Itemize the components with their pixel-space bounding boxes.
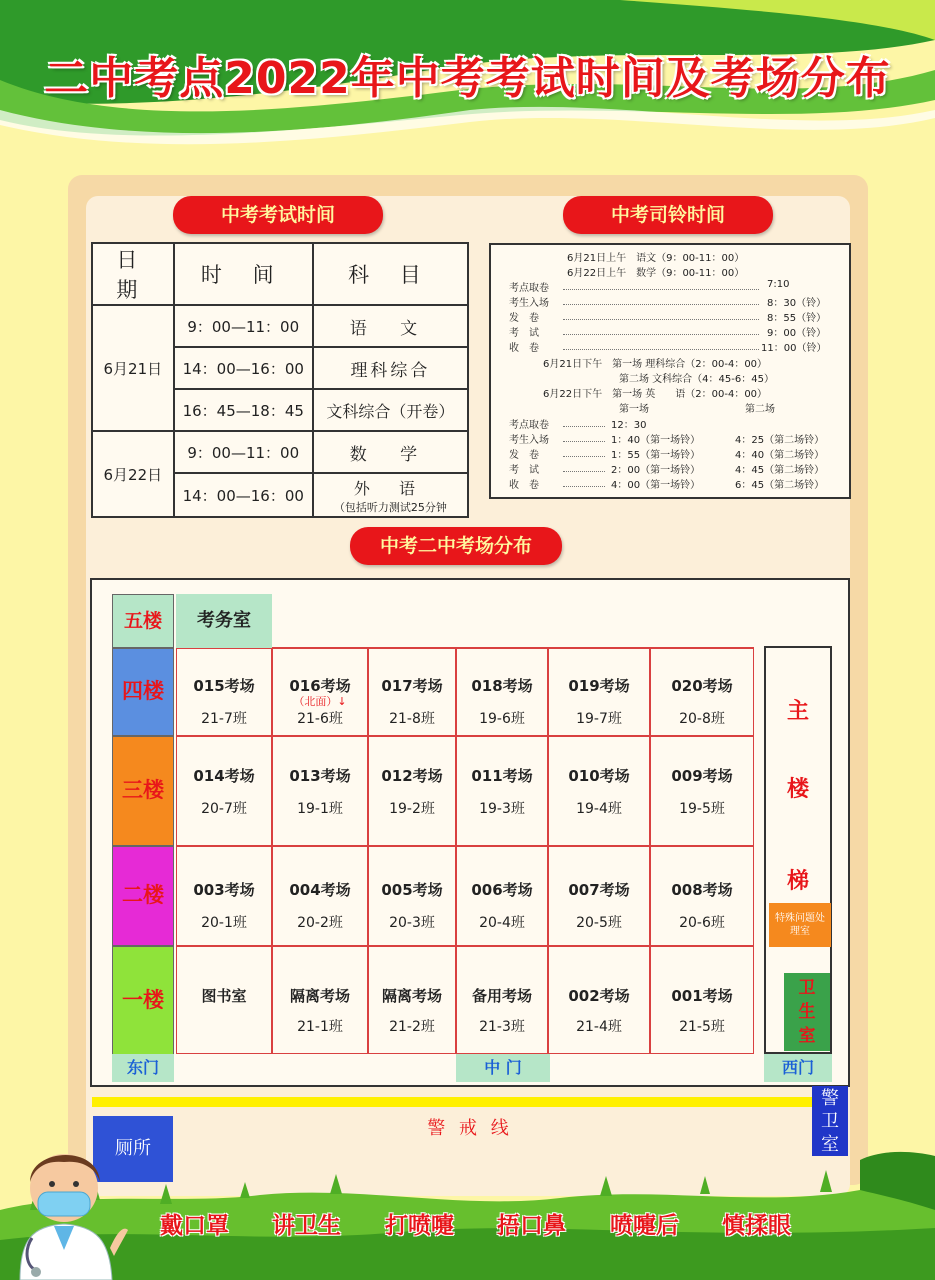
date-cell: 6月22日 [92, 431, 174, 517]
bell-label: 考 试 [509, 465, 539, 476]
floor-label-2: 二楼 [112, 846, 174, 946]
room-class: 19-1班 [297, 801, 343, 817]
room-class: 21-6班 [297, 711, 343, 727]
time-cell: 14：00—16：00 [174, 473, 313, 517]
floor-label-5: 五楼 [112, 594, 174, 648]
room-class: 20-6班 [679, 915, 725, 931]
bell-time: 8：30（铃） [767, 298, 827, 309]
special-issues-room: 特殊问题处理室 [769, 903, 831, 947]
cordon-line [92, 1097, 814, 1107]
exam-room [176, 648, 272, 736]
room-name: 001考场 [671, 987, 733, 1005]
library-room [176, 946, 272, 1054]
subject-cell: 文科综合（开卷） [313, 389, 468, 431]
floor-label-1: 一楼 [112, 946, 174, 1056]
room-class: 20-2班 [297, 915, 343, 931]
exam-room [650, 736, 754, 846]
room-class: 19-6班 [479, 711, 525, 727]
slogan: 打喷嚏 [385, 1213, 454, 1239]
header-time: 时 间 [174, 243, 313, 305]
bell-col-first: 第一场 [619, 404, 649, 415]
time-cell: 9：00—11：00 [174, 431, 313, 473]
time-cell: 9：00—11：00 [174, 305, 313, 347]
exam-room [368, 648, 456, 736]
bell-label: 发 卷 [509, 450, 539, 461]
bell-label: 考生入场 [509, 298, 549, 309]
stairs-char: 主 [786, 699, 809, 724]
bell-time: 7:10 [767, 279, 790, 290]
bell-label: 考点取卷 [509, 420, 549, 431]
room-class: 19-4班 [576, 801, 622, 817]
room-name: 隔离考场 [381, 987, 442, 1005]
middle-gate: 中 门 [456, 1054, 550, 1082]
subject-cell [313, 473, 468, 517]
room-name: 010考场 [568, 767, 630, 785]
bell-schedule-box [489, 243, 851, 499]
header-date: 日 期 [92, 243, 174, 305]
room-name: 015考场 [193, 677, 255, 695]
room-name: 图书室 [201, 987, 247, 1005]
page-title: 二中考点2022年中考考试时间及考场分布 [44, 53, 891, 104]
room-note: （北面）↓ [293, 695, 347, 708]
bell-col-second: 第二场 [745, 404, 775, 415]
room-name: 隔离考场 [289, 987, 350, 1005]
bell-time: 9：00（铃） [767, 328, 827, 339]
bell-label: 收 卷 [509, 343, 539, 354]
room-name: 018考场 [471, 677, 533, 695]
stairs-char: 梯 [786, 869, 809, 894]
bell-time: 4：40（第二场铃） [735, 450, 825, 461]
bell-time: 1：40（第一场铃） [611, 435, 701, 446]
clinic-room: 卫生室 [784, 973, 830, 1051]
subject-note: （包括听力测试25分钟 [333, 500, 447, 514]
room-name: 016考场 [289, 677, 351, 695]
grass-footer [0, 1150, 935, 1280]
bell-time: 6：45（第二场铃） [735, 480, 825, 491]
bell-label: 考点取卷 [509, 283, 549, 294]
slogan: 戴口罩 [160, 1213, 229, 1239]
room-name: 006考场 [471, 881, 533, 899]
bell-am-line: 6月22日上午 数学（9：00-11：00） [567, 268, 745, 279]
bell-pm-line: 6月22日下午 第一场 英 语（2：00-4：00） [543, 389, 768, 400]
room-name: 019考场 [568, 677, 630, 695]
room-class: 20-5班 [576, 915, 622, 931]
room-name: 002考场 [568, 987, 630, 1005]
room-name: 004考场 [289, 881, 351, 899]
slogan: 讲卫生 [272, 1213, 341, 1239]
exam-room [548, 648, 650, 736]
guard-room: 警卫室 [812, 1086, 848, 1156]
room-class: 21-5班 [679, 1019, 725, 1035]
room-name: 012考场 [381, 767, 443, 785]
room-class: 21-1班 [297, 1019, 343, 1035]
dot-leader [563, 456, 605, 457]
bell-time: 2：00（第一场铃） [611, 465, 701, 476]
floor-label-4: 四楼 [112, 648, 174, 736]
dot-leader [563, 471, 605, 472]
exam-room [456, 736, 548, 846]
date-cell: 6月21日 [92, 305, 174, 431]
subject-cell: 数 学 [313, 431, 468, 473]
room-class: 20-8班 [679, 711, 725, 727]
exam-room [368, 846, 456, 946]
room-class: 20-3班 [389, 915, 435, 931]
room-name: 017考场 [381, 677, 443, 695]
exam-room [548, 846, 650, 946]
bell-time: 1：55（第一场铃） [611, 450, 701, 461]
exam-room [368, 946, 456, 1054]
room-name: 013考场 [289, 767, 351, 785]
bell-time: 8：55（铃） [767, 313, 827, 324]
time-cell: 14：00—16：00 [174, 347, 313, 389]
exam-room [368, 736, 456, 846]
bell-time: 4：45（第二场铃） [735, 465, 825, 476]
room-name: 005考场 [381, 881, 443, 899]
exam-room [650, 946, 754, 1054]
bell-am-line: 6月21日上午 语文（9：00-11：00） [567, 253, 745, 264]
room-class: 21-8班 [389, 711, 435, 727]
room-class: 19-7班 [576, 711, 622, 727]
room-class: 21-7班 [201, 711, 247, 727]
exam-room [272, 736, 368, 846]
exam-schedule-table [91, 242, 469, 518]
exam-room [650, 648, 754, 736]
exam-room [272, 946, 368, 1054]
room-name: 009考场 [671, 767, 733, 785]
room-class: 21-2班 [389, 1019, 435, 1035]
room-name: 011考场 [471, 767, 533, 785]
exam-room [548, 736, 650, 846]
bell-pm-line: 6月21日下午 第一场 理科综合（2：00-4：00） [543, 359, 768, 370]
subject-cell: 理科综合 [313, 347, 468, 389]
bell-time: 4：00（第一场铃） [611, 480, 701, 491]
exam-room [272, 846, 368, 946]
bell-time: 4：25（第二场铃） [735, 435, 825, 446]
room-class: 21-4班 [576, 1019, 622, 1035]
dot-leader [563, 441, 605, 442]
room-class: 20-1班 [201, 915, 247, 931]
west-gate: 西门 [764, 1054, 832, 1082]
dot-leader [563, 426, 605, 427]
room-dist-header: 中考二中考场分布 [350, 527, 562, 565]
bell-label: 考生入场 [509, 435, 549, 446]
bell-time: 12：30 [611, 420, 647, 431]
bell-label: 收 卷 [509, 480, 539, 491]
room-name: 014考场 [193, 767, 255, 785]
toilet: 厕所 [93, 1116, 173, 1182]
exam-room [176, 846, 272, 946]
slogan: 慎揉眼 [722, 1213, 791, 1239]
east-gate: 东门 [112, 1054, 174, 1082]
exam-room [176, 736, 272, 846]
room-class: 20-4班 [479, 915, 525, 931]
room-name: 008考场 [671, 881, 733, 899]
room-name: 003考场 [193, 881, 255, 899]
bell-pm-line: 第二场 文科综合（4：45-6：45） [619, 374, 774, 385]
room-name: 020考场 [671, 677, 733, 695]
subject-cell: 语 文 [313, 305, 468, 347]
exam-room [456, 648, 548, 736]
stairs-char: 楼 [786, 777, 809, 802]
bell-label: 发 卷 [509, 313, 539, 324]
room-name: 备用考场 [471, 987, 532, 1005]
dot-leader [563, 486, 605, 487]
exam-time-header: 中考考试时间 [173, 196, 383, 234]
doctor-illustration [2, 1130, 132, 1280]
room-class: 19-3班 [479, 801, 525, 817]
bell-label: 考 试 [509, 328, 539, 339]
dot-leader [563, 304, 759, 305]
header-subject: 科 目 [313, 243, 468, 305]
slogan: 捂口鼻 [497, 1213, 566, 1239]
bell-time: 11：00（铃） [761, 343, 827, 354]
room-class: 21-3班 [479, 1019, 525, 1035]
affairs-room: 考务室 [176, 594, 272, 648]
dot-leader [563, 334, 759, 335]
time-cell: 16：45—18：45 [174, 389, 313, 431]
room-class: 19-5班 [679, 801, 725, 817]
dot-leader [563, 349, 759, 350]
room-name: 007考场 [568, 881, 630, 899]
dot-leader [563, 319, 759, 320]
dot-leader [563, 289, 759, 290]
exam-room [548, 946, 650, 1054]
cordon-label: 警 戒 线 [427, 1118, 513, 1139]
room-class: 20-7班 [201, 801, 247, 817]
exam-room [650, 846, 754, 946]
exam-room [272, 648, 368, 736]
exam-room [456, 946, 548, 1054]
floor-label-3: 三楼 [112, 736, 174, 846]
room-class: 19-2班 [389, 801, 435, 817]
exam-room [456, 846, 548, 946]
subject-name: 外 语 [353, 478, 427, 498]
bell-time-header: 中考司铃时间 [563, 196, 773, 234]
slogan: 喷嚏后 [610, 1213, 679, 1239]
